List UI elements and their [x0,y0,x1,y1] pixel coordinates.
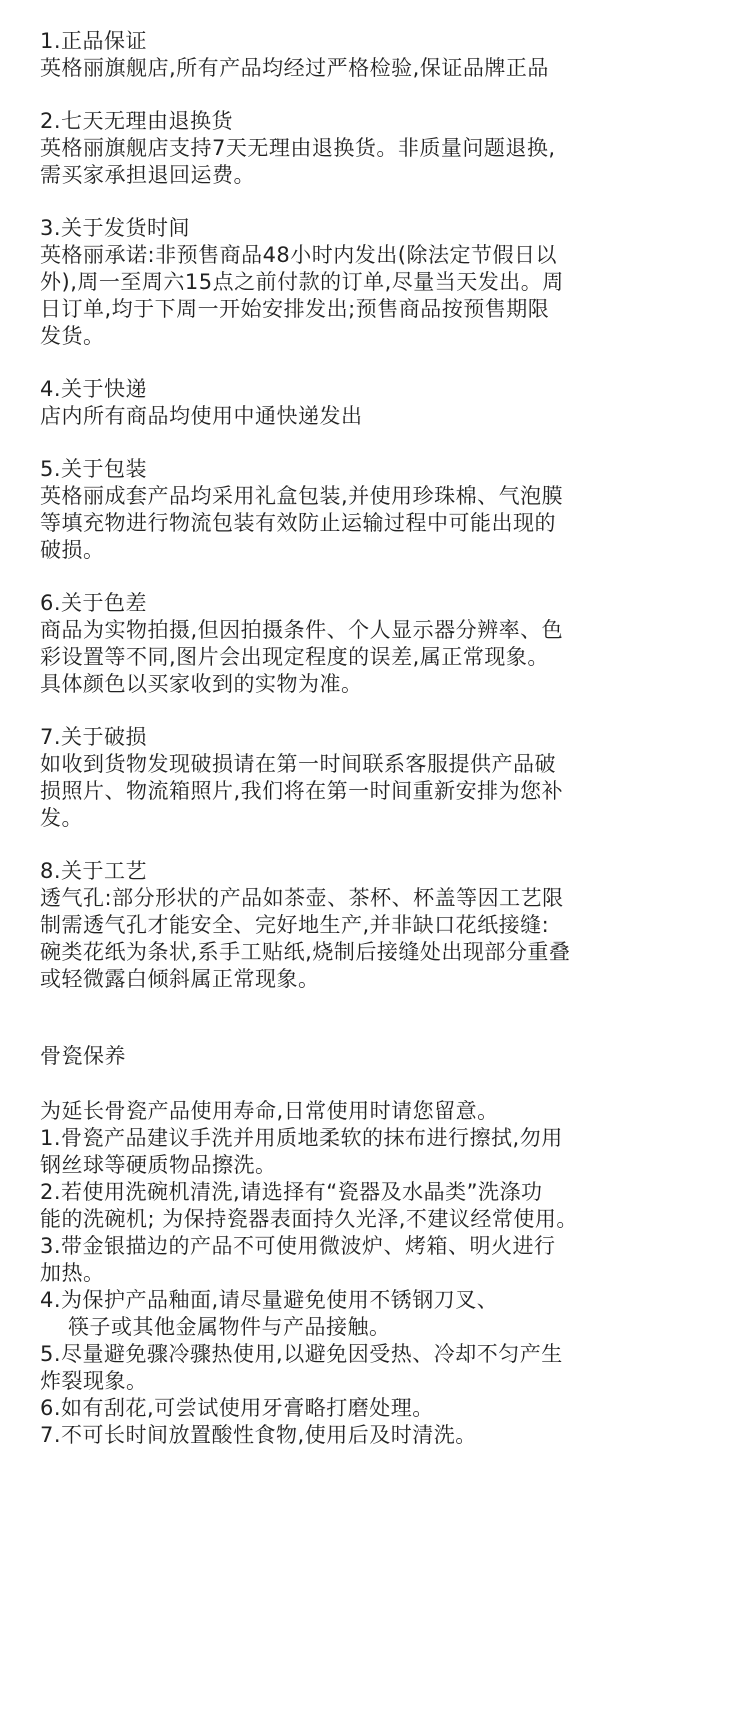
section-text: 需买家承担退回运费。 [40,163,255,187]
section-text: 透气孔:部分形状的产品如茶壶、茶杯、杯盖等因工艺限 [40,886,564,910]
policy-color-difference [40,590,720,698]
care-line: 7.不可长时间放置酸性食物,使用后及时清洗。 [40,1423,477,1447]
care-line: 为延长骨瓷产品使用寿命,日常使用时请您留意。 [40,1099,499,1123]
care-line: 1.骨瓷产品建议手洗并用质地柔软的抹布进行擦拭,勿用 [40,1126,563,1150]
section-text: 发。 [40,806,83,830]
section-text: 店内所有商品均使用中通快递发出 [40,404,363,428]
care-heading: 骨瓷保养 [40,1044,126,1068]
section-title: 8.关于工艺 [40,859,148,883]
section-text: 等填充物进行物流包装有效防止运输过程中可能出现的 [40,511,556,535]
care-line: 炸裂现象。 [40,1369,148,1393]
section-text: 碗类花纸为条状,系手工贴纸,烧制后接缝处出现部分重叠 [40,940,571,964]
section-text: 具体颜色以买家收到的实物为准。 [40,672,363,696]
policy-returns [40,108,720,189]
section-text: 英格丽承诺:非预售商品48小时内发出(除法定节假日以 [40,243,557,267]
policy-document [40,28,720,1449]
section-text: 英格丽旗舰店,所有产品均经过严格检验,保证品牌正品 [40,56,549,80]
policy-damage [40,724,720,832]
section-text: 或轻微露白倾斜属正常现象。 [40,967,320,991]
care-line: 5.尽量避免骤冷骤热使用,以避免因受热、冷却不匀产生 [40,1342,563,1366]
section-title: 6.关于色差 [40,591,148,615]
care-instructions [40,1098,720,1449]
section-title: 3.关于发货时间 [40,216,191,240]
care-line: 2.若使用洗碗机清洗,请选择有“瓷器及水晶类”洗涤功 [40,1180,543,1204]
section-text: 破损。 [40,538,105,562]
section-title: 1.正品保证 [40,29,148,53]
section-title: 2.七天无理由退换货 [40,109,234,133]
section-text: 外),周一至周六15点之前付款的订单,尽量当天发出。周 [40,270,564,294]
section-text: 如收到货物发现破损请在第一时间联系客服提供产品破 [40,752,556,776]
care-line: 筷子或其他金属物件与产品接触。 [68,1315,391,1339]
section-text: 损照片、物流箱照片,我们将在第一时间重新安排为您补 [40,779,564,803]
section-text: 英格丽成套产品均采用礼盒包装,并使用珍珠棉、气泡膜 [40,484,564,508]
section-text: 制需透气孔才能安全、完好地生产,并非缺口花纸接缝: [40,913,550,937]
care-line: 4.为保护产品釉面,请尽量避免使用不锈钢刀叉、 [40,1288,499,1312]
policy-packaging [40,456,720,564]
section-text: 商品为实物拍摄,但因拍摄条件、个人显示器分辨率、色 [40,618,564,642]
section-text: 英格丽旗舰店支持7天无理由退换货。非质量问题退换, [40,136,556,160]
policy-shipping-time [40,215,720,350]
section-title: 4.关于快递 [40,377,148,401]
care-line: 6.如有刮花,可尝试使用牙膏略打磨处理。 [40,1396,434,1420]
section-title: 5.关于包装 [40,457,148,481]
policy-courier [40,376,720,430]
care-line: 3.带金银描边的产品不可使用微波炉、烤箱、明火进行 [40,1234,556,1258]
care-line: 加热。 [40,1261,105,1285]
section-text: 发货。 [40,324,105,348]
section-title: 7.关于破损 [40,725,148,749]
policy-craftsmanship [40,858,720,993]
section-text: 日订单,均于下周一开始安排发出;预售商品按预售期限 [40,297,550,321]
care-line: 钢丝球等硬质物品擦洗。 [40,1153,277,1177]
care-line: 能的洗碗机; 为保持瓷器表面持久光泽,不建议经常使用。 [40,1207,578,1231]
policy-authenticity [40,28,720,82]
section-text: 彩设置等不同,图片会出现定程度的误差,属正常现象。 [40,645,549,669]
